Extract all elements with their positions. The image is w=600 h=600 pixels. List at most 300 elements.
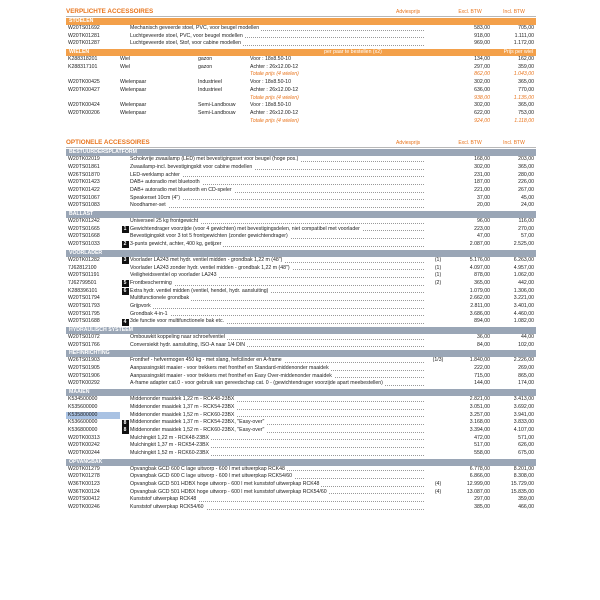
wielen-list (66, 56, 536, 125)
table-row (66, 442, 536, 450)
item-description (130, 40, 424, 48)
item-description-text: Kunststof uitwerpkap RCK54/60 (130, 504, 204, 511)
price-incl: 359,00 (518, 496, 534, 503)
item-note (424, 241, 452, 249)
item-ref (120, 164, 130, 172)
price-excl: 13.087,00 (466, 488, 490, 495)
item-description (130, 357, 424, 365)
item-description-text: LED-werklamp achter (130, 171, 180, 178)
table-row (66, 226, 536, 234)
item-size: Totale prijs (4 wielen) (250, 71, 299, 78)
item-description-text: A-frame adapter cat.0 - voor gebruik van gereedschap cat. 0 - (gewichtendrager voorzijde apart meebestellen) (130, 380, 383, 387)
item-description-text: Mechanisch geveerde stoel, PVC, voor beugel modellen (130, 25, 260, 31)
item-description-text: Grijpvork (130, 302, 151, 309)
item-note (424, 318, 452, 326)
item-description (130, 280, 424, 288)
price-incl: 1.306,00 (513, 287, 534, 294)
price-incl: 44,00 (521, 334, 534, 340)
item-size: Voor : 18x8.50-10 (250, 102, 291, 109)
col-header-incl: Incl. BTW (503, 140, 525, 147)
item-ref (120, 404, 130, 412)
item-ref (120, 303, 130, 311)
item-description-text: Middenonder maaidek 1,37 m - RCK54-23BX, "Easy-over" (130, 419, 265, 426)
table-row (66, 303, 536, 311)
item-note (424, 202, 452, 210)
item-description-text: Voorlader LA243 met hydr. ventiel midden - grondbak 1,22 m (48") (130, 256, 283, 263)
price-excl: 297,00 (474, 496, 490, 503)
item-type (120, 118, 198, 126)
item-code: W20TK02019 (68, 156, 100, 163)
item-size: Voor : 18x8.50-10 (250, 56, 291, 63)
table-row (66, 25, 536, 33)
item-type (120, 95, 198, 103)
price-incl: 770,00 (518, 86, 534, 93)
price-incl: 365,00 (518, 102, 534, 109)
item-kind (198, 118, 250, 126)
item-description (130, 272, 424, 280)
item-code: 7J62799501 (68, 279, 97, 286)
item-note (424, 373, 452, 381)
table-row (66, 87, 536, 95)
price-incl: 365,00 (518, 79, 534, 86)
table-row (66, 195, 536, 203)
price-excl: 223,00 (474, 225, 490, 232)
item-ref (120, 473, 130, 481)
price-excl: 3.394,00 (469, 426, 490, 433)
price-excl: 134,00 (474, 56, 490, 63)
item-code: W20TK01242 (68, 218, 100, 225)
item-code: K288396101 (68, 287, 98, 294)
item-description (130, 365, 424, 373)
item-description-text: Bevestigingskit voor 3 tot 5 frontgewichten (zonder gewichtendrager) (130, 233, 288, 240)
price-incl: 1.172,00 (513, 40, 534, 47)
item-description-text: Schokvrije zwaailamp (LED) met bevestigingsset voor beugel (hoge pos.) (130, 156, 299, 163)
price-excl: 1.079,00 (469, 287, 490, 294)
item-description (130, 481, 424, 489)
price-excl: 1.840,00 (469, 357, 490, 364)
category-band: VOORLADER (66, 250, 536, 257)
price-excl: 221,00 (474, 187, 490, 193)
item-description (130, 473, 424, 481)
item-code (66, 95, 120, 103)
item-description (130, 233, 424, 241)
item-note (424, 466, 452, 474)
item-note (424, 303, 452, 311)
price-excl: 144,00 (474, 380, 490, 387)
item-description (130, 334, 424, 342)
item-code: W20TS01067 (68, 194, 100, 201)
price-excl: 187,00 (474, 179, 490, 186)
item-ref (120, 342, 130, 350)
item-description (130, 380, 424, 388)
table-row (66, 435, 536, 443)
category-band-wielen (66, 49, 536, 56)
ref-badge: 6 (122, 288, 129, 295)
item-ref (120, 233, 130, 241)
item-note (424, 40, 452, 48)
ref-badge: 5 (122, 280, 129, 287)
table-row (66, 450, 536, 458)
ref-badge: 2 (122, 241, 129, 248)
price-incl: 174,00 (518, 380, 534, 387)
item-description (130, 412, 424, 420)
price-excl: 517,00 (474, 442, 490, 449)
item-note (424, 33, 452, 41)
item-description-text: 3de functie voor multifunctionele bak etc. (130, 318, 225, 325)
item-description (130, 202, 424, 210)
item-ref (120, 272, 130, 280)
item-code: K536600000 (68, 419, 98, 426)
item-ref (120, 202, 130, 210)
ref-badge: 8 (122, 427, 129, 434)
item-size: Totale prijs (4 wielen) (250, 94, 299, 101)
category-band: MAAIEN (66, 389, 536, 396)
item-code: W20TS01795 (68, 310, 100, 317)
item-note (424, 450, 452, 458)
price-excl: 6.778,00 (469, 465, 490, 472)
item-description (130, 311, 424, 319)
table-row (66, 342, 536, 350)
item-kind (198, 71, 250, 79)
item-note (424, 195, 452, 203)
item-ref (120, 435, 130, 443)
price-excl: 969,00 (474, 40, 490, 47)
table-row (66, 334, 536, 342)
item-size: Achter : 26x12.00-12 (250, 63, 299, 70)
price-incl: 1.111,00 (514, 32, 534, 39)
price-incl: 865,00 (518, 372, 534, 379)
ref-badge: 1 (122, 226, 129, 233)
item-description (130, 218, 424, 226)
item-code: W20TK00244 (68, 449, 100, 456)
price-incl: 45,00 (521, 194, 534, 201)
section-header-verplicht (66, 4, 536, 17)
table-row (66, 311, 536, 319)
item-note: (2) (434, 279, 442, 286)
item-description-text: Opvangbak GCD 600 C lage uitworp - 600 l met uitwerpkap RCK54/60 (130, 473, 293, 480)
item-note (424, 218, 452, 226)
item-description (130, 33, 424, 41)
price-excl: 3.051,00 (469, 403, 490, 410)
item-description (130, 435, 424, 443)
table-row (66, 257, 536, 265)
item-ref (120, 179, 130, 187)
item-description (130, 318, 424, 326)
item-code: K534500000 (68, 396, 98, 403)
price-excl: 47,00 (477, 233, 490, 240)
price-incl: 280,00 (518, 171, 534, 178)
price-excl: 583,00 (474, 25, 490, 31)
price-incl: 116,00 (518, 218, 534, 225)
item-description (130, 466, 424, 474)
item-ref (120, 195, 130, 203)
item-ref (120, 318, 130, 326)
price-excl: 2.087,00 (469, 241, 490, 248)
price-incl: 6.263,00 (513, 256, 534, 263)
item-code: W20TK01278 (68, 473, 100, 480)
item-description (130, 303, 424, 311)
item-type: Wielenpaar (120, 109, 147, 116)
category-band-stoelen: STOELEN (66, 18, 536, 25)
item-kind: Semi-Landbouw (198, 109, 236, 116)
price-incl: 267,00 (518, 187, 534, 193)
item-code: W20TK00206 (68, 109, 100, 116)
item-description-text: Mulchingkit 1,37 m - RCK54-23BX (130, 442, 209, 449)
item-ref (120, 172, 130, 180)
item-description (130, 187, 424, 195)
price-incl: 1.062,00 (513, 272, 534, 279)
table-row (66, 218, 536, 226)
item-description (130, 396, 424, 404)
item-type: Wielenpaar (120, 79, 147, 86)
item-description-text: Voorlader LA243 zonder hydr. ventiel midden - grondbak 1,22 m (48") (130, 264, 290, 271)
item-note (424, 396, 452, 404)
item-description-text: Middenonder maaidek 1,22 m - RCK48-23BX (130, 396, 235, 403)
price-incl: 4.107,00 (513, 426, 534, 433)
item-description (130, 25, 424, 33)
price-excl: 302,00 (474, 79, 490, 86)
item-ref (120, 295, 130, 303)
col-header-excl: Excl. BTW (458, 140, 482, 147)
item-description (130, 195, 424, 203)
price-excl: 472,00 (474, 434, 490, 441)
category-band: BESTUURDERSPLATFORM (66, 149, 536, 156)
item-description-text: DAB+ autoradio met bluetooth (130, 179, 200, 186)
price-incl: 571,00 (518, 434, 534, 441)
item-ref (120, 365, 130, 373)
item-description-text: Ombouwkit koppeling naar schroefventiel (130, 334, 225, 340)
item-note (424, 442, 452, 450)
price-excl: 5.176,00 (469, 256, 490, 263)
table-row (66, 373, 536, 381)
price-excl: 715,00 (474, 372, 490, 379)
item-ref (120, 450, 130, 458)
ref-badge: 3 (122, 257, 129, 264)
item-code: W20TS01083 (68, 202, 100, 209)
item-ref (120, 419, 130, 427)
table-row (66, 241, 536, 249)
item-description-text: Kunststof uitwerpkap RCK48 (130, 496, 197, 503)
item-description (130, 265, 424, 273)
item-description-text: Aanpassingskit maaier - voor trekkers met fronthef en Easy Over-middenonder maaidek (130, 372, 332, 379)
table-row (66, 280, 536, 288)
category-band: OPVANGBAK (66, 459, 536, 466)
item-note (424, 404, 452, 412)
item-description (130, 179, 424, 187)
item-code: W36TK00123 (68, 481, 100, 487)
price-incl: 1.043,00 (513, 71, 534, 78)
item-description-text: Veiligheidsventiel op voorlader LA243 (130, 272, 217, 279)
col-header-advies: Adviesprijs (396, 140, 421, 147)
price-excl: 222,00 (474, 365, 490, 372)
item-description (130, 496, 424, 504)
item-code: W20TK00427 (68, 86, 100, 93)
item-note (424, 342, 452, 350)
item-code: W20TK00313 (68, 434, 100, 441)
table-row (66, 481, 536, 489)
item-code (66, 71, 120, 79)
item-description-text: Luchtgeveerde stoel, Stof, voor cabine modellen (130, 40, 242, 47)
item-note (424, 311, 452, 319)
price-excl: 3.686,00 (469, 310, 490, 317)
ref-badge: 4 (122, 319, 129, 326)
item-ref (120, 218, 130, 226)
item-description-text: Middenonder maaidek 1,37 m - RCK54-23BX (130, 403, 235, 410)
category-band: HYDRAULISCH SYSTEEM (66, 327, 536, 334)
item-note (424, 172, 452, 180)
table-row (66, 496, 536, 504)
price-incl: 24,00 (521, 202, 534, 209)
table-row (66, 504, 536, 512)
item-kind (198, 95, 250, 103)
item-description-text: Fronthef - hefvermogen 450 kg - met slang, hefcilinder en A-frame (130, 357, 282, 364)
item-description (130, 404, 424, 412)
item-note (424, 504, 452, 512)
price-excl: 918,00 (474, 32, 490, 39)
item-ref (120, 257, 130, 265)
item-description (130, 373, 424, 381)
price-incl: 2.525,00 (513, 241, 534, 248)
col-header-advies: Adviesprijs (396, 9, 421, 15)
item-description (130, 226, 424, 234)
item-code: W20TS01665 (68, 225, 100, 232)
price-incl: 3.692,00 (513, 403, 534, 410)
item-code: W20TK01423 (68, 179, 100, 186)
price-incl: 365,00 (518, 163, 534, 170)
price-incl: 3.941,00 (513, 411, 534, 418)
item-description (130, 419, 424, 427)
item-note (424, 295, 452, 303)
item-description (130, 489, 424, 497)
table-row (66, 427, 536, 435)
price-excl: 365,00 (474, 279, 490, 286)
item-ref (120, 40, 130, 48)
item-note: (1) (434, 272, 442, 279)
price-incl: 2.226,00 (513, 357, 534, 364)
item-type: Wielenpaar (120, 86, 147, 93)
item-code: W20TK00242 (68, 442, 100, 449)
item-ref (120, 504, 130, 512)
item-type: Wiel (120, 63, 131, 70)
price-excl: 168,00 (474, 156, 490, 163)
table-row (66, 295, 536, 303)
item-ref (120, 241, 130, 249)
item-code: W26TS01903 (68, 357, 100, 364)
price-incl: 269,00 (518, 365, 534, 372)
table-row (66, 110, 536, 118)
item-ref (120, 187, 130, 195)
item-code: W20TK00292 (68, 380, 100, 387)
table-row (66, 172, 536, 180)
table-row (66, 419, 536, 427)
item-description-text: Middenonder maaidek 1,52 m - RCK60-23BX (130, 411, 235, 418)
ref-badge: 8 (122, 420, 129, 427)
table-row (66, 404, 536, 412)
item-code: K535600000 (68, 403, 98, 410)
price-excl: 636,00 (474, 86, 490, 93)
price-excl: 4.097,00 (469, 264, 490, 271)
item-description (130, 288, 424, 296)
item-description-text: Aanpassingskit maaier - voor trekkers met fronthef en Standard-middenonder maaidek (130, 365, 329, 372)
price-incl: 626,00 (518, 442, 534, 449)
item-note (424, 187, 452, 195)
price-incl: 226,00 (518, 179, 534, 186)
item-code: W20TS01191 (68, 272, 100, 279)
category-band: BALLAST (66, 211, 536, 218)
price-incl: 15.835,00 (510, 488, 534, 495)
item-code: W36TK00124 (68, 488, 100, 495)
price-incl: 162,00 (518, 56, 534, 63)
price-excl: 924,00 (474, 117, 490, 124)
price-incl: 102,00 (518, 341, 534, 348)
price-incl: 3.833,00 (513, 419, 534, 426)
table-row (66, 233, 536, 241)
item-note (424, 156, 452, 164)
table-row (66, 473, 536, 481)
table-row (66, 164, 536, 172)
price-excl: 20,00 (477, 202, 490, 209)
price-excl: 12.999,00 (466, 481, 490, 487)
price-excl: 938,00 (474, 94, 490, 101)
item-note: (4) (434, 481, 442, 487)
price-incl: 8.201,00 (513, 465, 534, 472)
item-code: K288318201 (68, 56, 98, 63)
price-incl: 1.135,00 (513, 94, 534, 101)
item-note: (1/3) (432, 357, 444, 364)
item-note (424, 427, 452, 435)
item-description-text: Extra hydr. ventiel midden (ventiel, hendel, hydr. aansluiting) (130, 287, 269, 294)
item-code: W20TK00246 (68, 504, 100, 511)
item-note (424, 288, 452, 296)
item-size: Voor : 18x8.50-10 (250, 79, 291, 86)
item-description-text: Universeel 25 kg frontgewicht (130, 218, 199, 225)
price-excl: 84,00 (477, 341, 490, 348)
item-note (424, 412, 452, 420)
price-excl: 231,00 (474, 171, 490, 178)
band-note: per paar te bestellen (x2) (324, 49, 382, 56)
item-note (424, 226, 452, 234)
item-description (130, 450, 424, 458)
price-incl: 57,00 (521, 233, 534, 240)
item-ref (120, 481, 130, 489)
item-code (66, 118, 120, 126)
item-description-text: Luchtgeveerde stoel, PVC, voor beugel modellen (130, 32, 243, 39)
item-code: W20TK00425 (68, 79, 100, 86)
item-type (120, 71, 198, 79)
item-ref (120, 412, 130, 420)
price-incl: 3.401,00 (513, 302, 534, 309)
item-note: (4) (434, 488, 442, 495)
item-description-text: Mulchingkit 1,52 m - RCK60-23BX (130, 449, 209, 456)
price-incl: 4.957,00 (513, 264, 534, 271)
price-incl: 466,00 (518, 504, 534, 511)
item-ref (120, 496, 130, 504)
item-description-text: Conversiekit hydr. aansluiting, ISO-A naar 1/4 DIN (130, 341, 246, 348)
table-row (66, 272, 536, 280)
item-code: W26TS01870 (68, 171, 100, 178)
item-ref (120, 380, 130, 388)
item-ref (120, 334, 130, 342)
item-type: Wiel (120, 56, 131, 63)
item-ref (120, 226, 130, 234)
item-description (130, 442, 424, 450)
item-description (130, 164, 424, 172)
section-title: VERPLICHTE ACCESSOIRES (66, 8, 154, 15)
item-note (424, 473, 452, 481)
table-row (66, 365, 536, 373)
item-note (424, 380, 452, 388)
item-code: W20TK01281 (68, 32, 100, 39)
